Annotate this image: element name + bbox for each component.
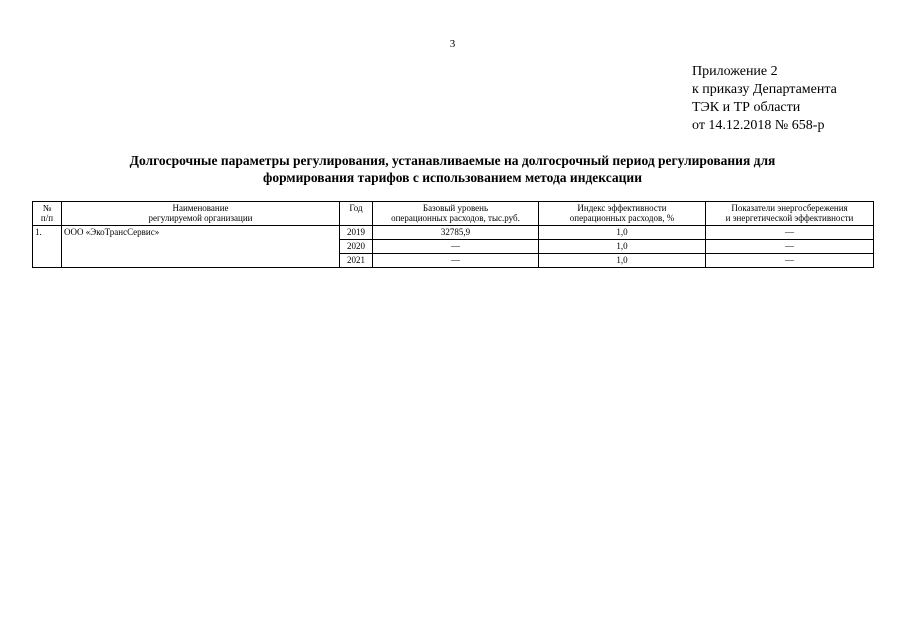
document-title-line-2: формирования тарифов с использованием метода индексации — [263, 170, 642, 185]
header-num: № п/п — [33, 202, 62, 226]
document-title — [60, 152, 845, 186]
cell-energy-indicators: — — [706, 226, 874, 240]
table-header-row — [33, 202, 874, 226]
cell-year: 2019 — [340, 226, 373, 240]
cell-num: 1. — [33, 226, 62, 268]
header-energy-indicators: Показатели энергосбережения и энергетической эффективности — [706, 202, 874, 226]
appendix-block — [692, 63, 837, 135]
header-year: Год — [340, 202, 373, 226]
table-row — [33, 226, 874, 240]
cell-base-level: — — [373, 254, 539, 268]
appendix-line-4: от 14.12.2018 № 658-р — [692, 118, 825, 133]
parameters-table — [32, 201, 874, 268]
cell-year: 2020 — [340, 240, 373, 254]
cell-efficiency-index: 1,0 — [539, 240, 706, 254]
appendix-line-2: к приказу Департамента — [692, 82, 837, 97]
header-base-level: Базовый уровень операционных расходов, тыс.руб. — [373, 202, 539, 226]
document-title-line-1: Долгосрочные параметры регулирования, устанавливаемые на долгосрочный период регулирования для — [129, 153, 776, 168]
cell-energy-indicators: — — [706, 254, 874, 268]
page-number: 3 — [449, 38, 456, 50]
cell-base-level: 32785,9 — [373, 226, 539, 240]
appendix-line-1: Приложение 2 — [692, 64, 778, 79]
cell-efficiency-index: 1,0 — [539, 226, 706, 240]
header-efficiency-index: Индекс эффективности операционных расходов, % — [539, 202, 706, 226]
cell-energy-indicators: — — [706, 240, 874, 254]
appendix-line-3: ТЭК и ТР области — [692, 100, 801, 115]
header-org: Наименование регулируемой организации — [62, 202, 340, 226]
cell-org-name: ООО «ЭкоТрансСервис» — [62, 226, 340, 268]
cell-year: 2021 — [340, 254, 373, 268]
cell-efficiency-index: 1,0 — [539, 254, 706, 268]
cell-base-level: — — [373, 240, 539, 254]
